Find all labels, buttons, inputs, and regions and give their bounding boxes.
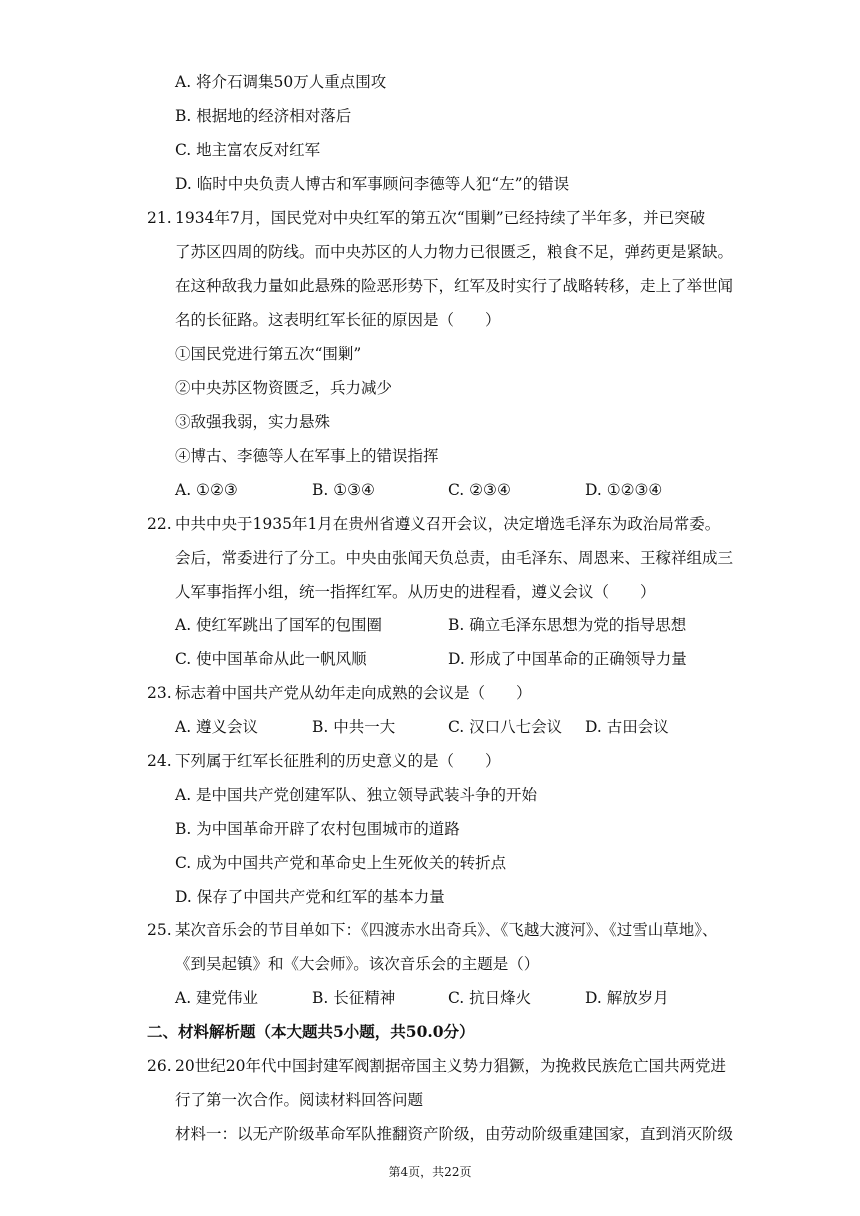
section-heading: 二、材料解析题（本大题共5小题，共50.0分） — [147, 1022, 475, 1041]
q22-text-line: 人军事指挥小组，统一指挥红军。从历史的进程看，遵义会议（ ） — [175, 583, 656, 601]
q23-option-d: D. 古田会议 — [585, 718, 669, 736]
q26-number: 26. — [147, 1057, 172, 1075]
q22-number: 22. — [147, 515, 172, 533]
q25-option-a: A. 建党伟业 — [175, 989, 259, 1007]
q21-option-d: D. ①②③④ — [585, 481, 663, 499]
q21-option-b: B. ①③④ — [312, 481, 375, 499]
q22-option-d: D. 形成了中国革命的正确领导力量 — [448, 650, 687, 668]
q21-item: ①国民党进行第五次“围剿” — [175, 345, 362, 363]
q26-text-line: 材料一：以无产阶级革命军队推翻资产阶级，由劳动阶级重建国家，直到消灭阶级 — [175, 1125, 734, 1143]
q21-item: ②中央苏区物资匮乏，兵力减少 — [175, 379, 393, 397]
q25-number: 25. — [147, 921, 172, 939]
q21-number: 21. — [147, 209, 172, 227]
q22-option-c: C. 使中国革命从此一帆风顺 — [175, 650, 367, 668]
q25-option-c: C. 抗日烽火 — [448, 989, 532, 1007]
q21-option-c: C. ②③④ — [448, 481, 511, 499]
q21-item: ④博古、李德等人在军事上的错误指挥 — [175, 447, 439, 465]
q24-number: 24. — [147, 752, 172, 770]
q24-text: 下列属于红军长征胜利的历史意义的是（ ） — [175, 752, 501, 770]
q23-text: 标志着中国共产党从幼年走向成熟的会议是（ ） — [175, 684, 532, 702]
q22-text-line: 中共中央于1935年1月在贵州省遵义召开会议，决定增选毛泽东为政治局常委。 — [175, 515, 721, 533]
q21-item: ③敌强我弱，实力悬殊 — [175, 413, 331, 431]
q21-text-line: 了苏区四周的防线。而中央苏区的人力物力已很匮乏，粮食不足，弹药更是紧缺。 — [175, 243, 734, 261]
q20-option-b: B. 根据地的经济相对落后 — [175, 107, 352, 125]
q21-text-line: 1934年7月，国民党对中央红军的第五次“围剿”已经持续了半年多，并已突破 — [175, 209, 706, 227]
q23-number: 23. — [147, 684, 172, 702]
q24-option-a: A. 是中国共产党创建军队、独立领导武装斗争的开始 — [175, 786, 538, 804]
q21-text-line: 名的长征路。这表明红军长征的原因是（ ） — [175, 311, 501, 329]
q26-text-line: 行了第一次合作。阅读材料回答问题 — [175, 1091, 424, 1109]
q25-option-d: D. 解放岁月 — [585, 989, 669, 1007]
q25-option-b: B. 长征精神 — [312, 989, 396, 1007]
q24-option-b: B. 为中国革命开辟了农村包围城市的道路 — [175, 820, 460, 838]
q25-text-line: 某次音乐会的节目单如下：《四渡赤水出奇兵》、《飞越大渡河》、《过雪山草地》、 — [175, 921, 718, 939]
page-footer: 第4页，共22页 — [388, 1165, 472, 1179]
q24-option-d: D. 保存了中国共产党和红军的基本力量 — [175, 888, 445, 906]
q26-text-line: 20世纪20年代中国封建军阀割据帝国主义势力猖獗，为挽救民族危亡国共两党进 — [175, 1057, 726, 1075]
q23-option-a: A. 遵义会议 — [175, 718, 259, 736]
q25-text-line: 《到吴起镇》和《大会师》。该次音乐会的主题是（） — [175, 955, 540, 973]
q22-option-b: B. 确立毛泽东思想为党的指导思想 — [448, 616, 687, 634]
q20-option-d: D. 临时中央负责人博古和军事顾问李德等人犯“左”的错误 — [175, 175, 570, 193]
q20-option-a: A. 将介石调集50万人重点围攻 — [175, 73, 387, 91]
q21-option-a: A. ①②③ — [175, 481, 238, 499]
q24-option-c: C. 成为中国共产党和革命史上生死攸关的转折点 — [175, 854, 507, 872]
q22-text-line: 会后，常委进行了分工。中央由张闻天负总责，由毛泽东、周恩来、王稼祥组成三 — [175, 549, 734, 567]
q23-option-c: C. 汉口八七会议 — [448, 718, 563, 736]
q21-text-line: 在这种敌我力量如此悬殊的险恶形势下，红军及时实行了战略转移，走上了举世闻 — [175, 277, 734, 295]
q22-option-a: A. 使红军跳出了国军的包围圈 — [175, 616, 383, 634]
q20-option-c: C. 地主富农反对红军 — [175, 141, 321, 159]
q23-option-b: B. 中共一大 — [312, 718, 396, 736]
